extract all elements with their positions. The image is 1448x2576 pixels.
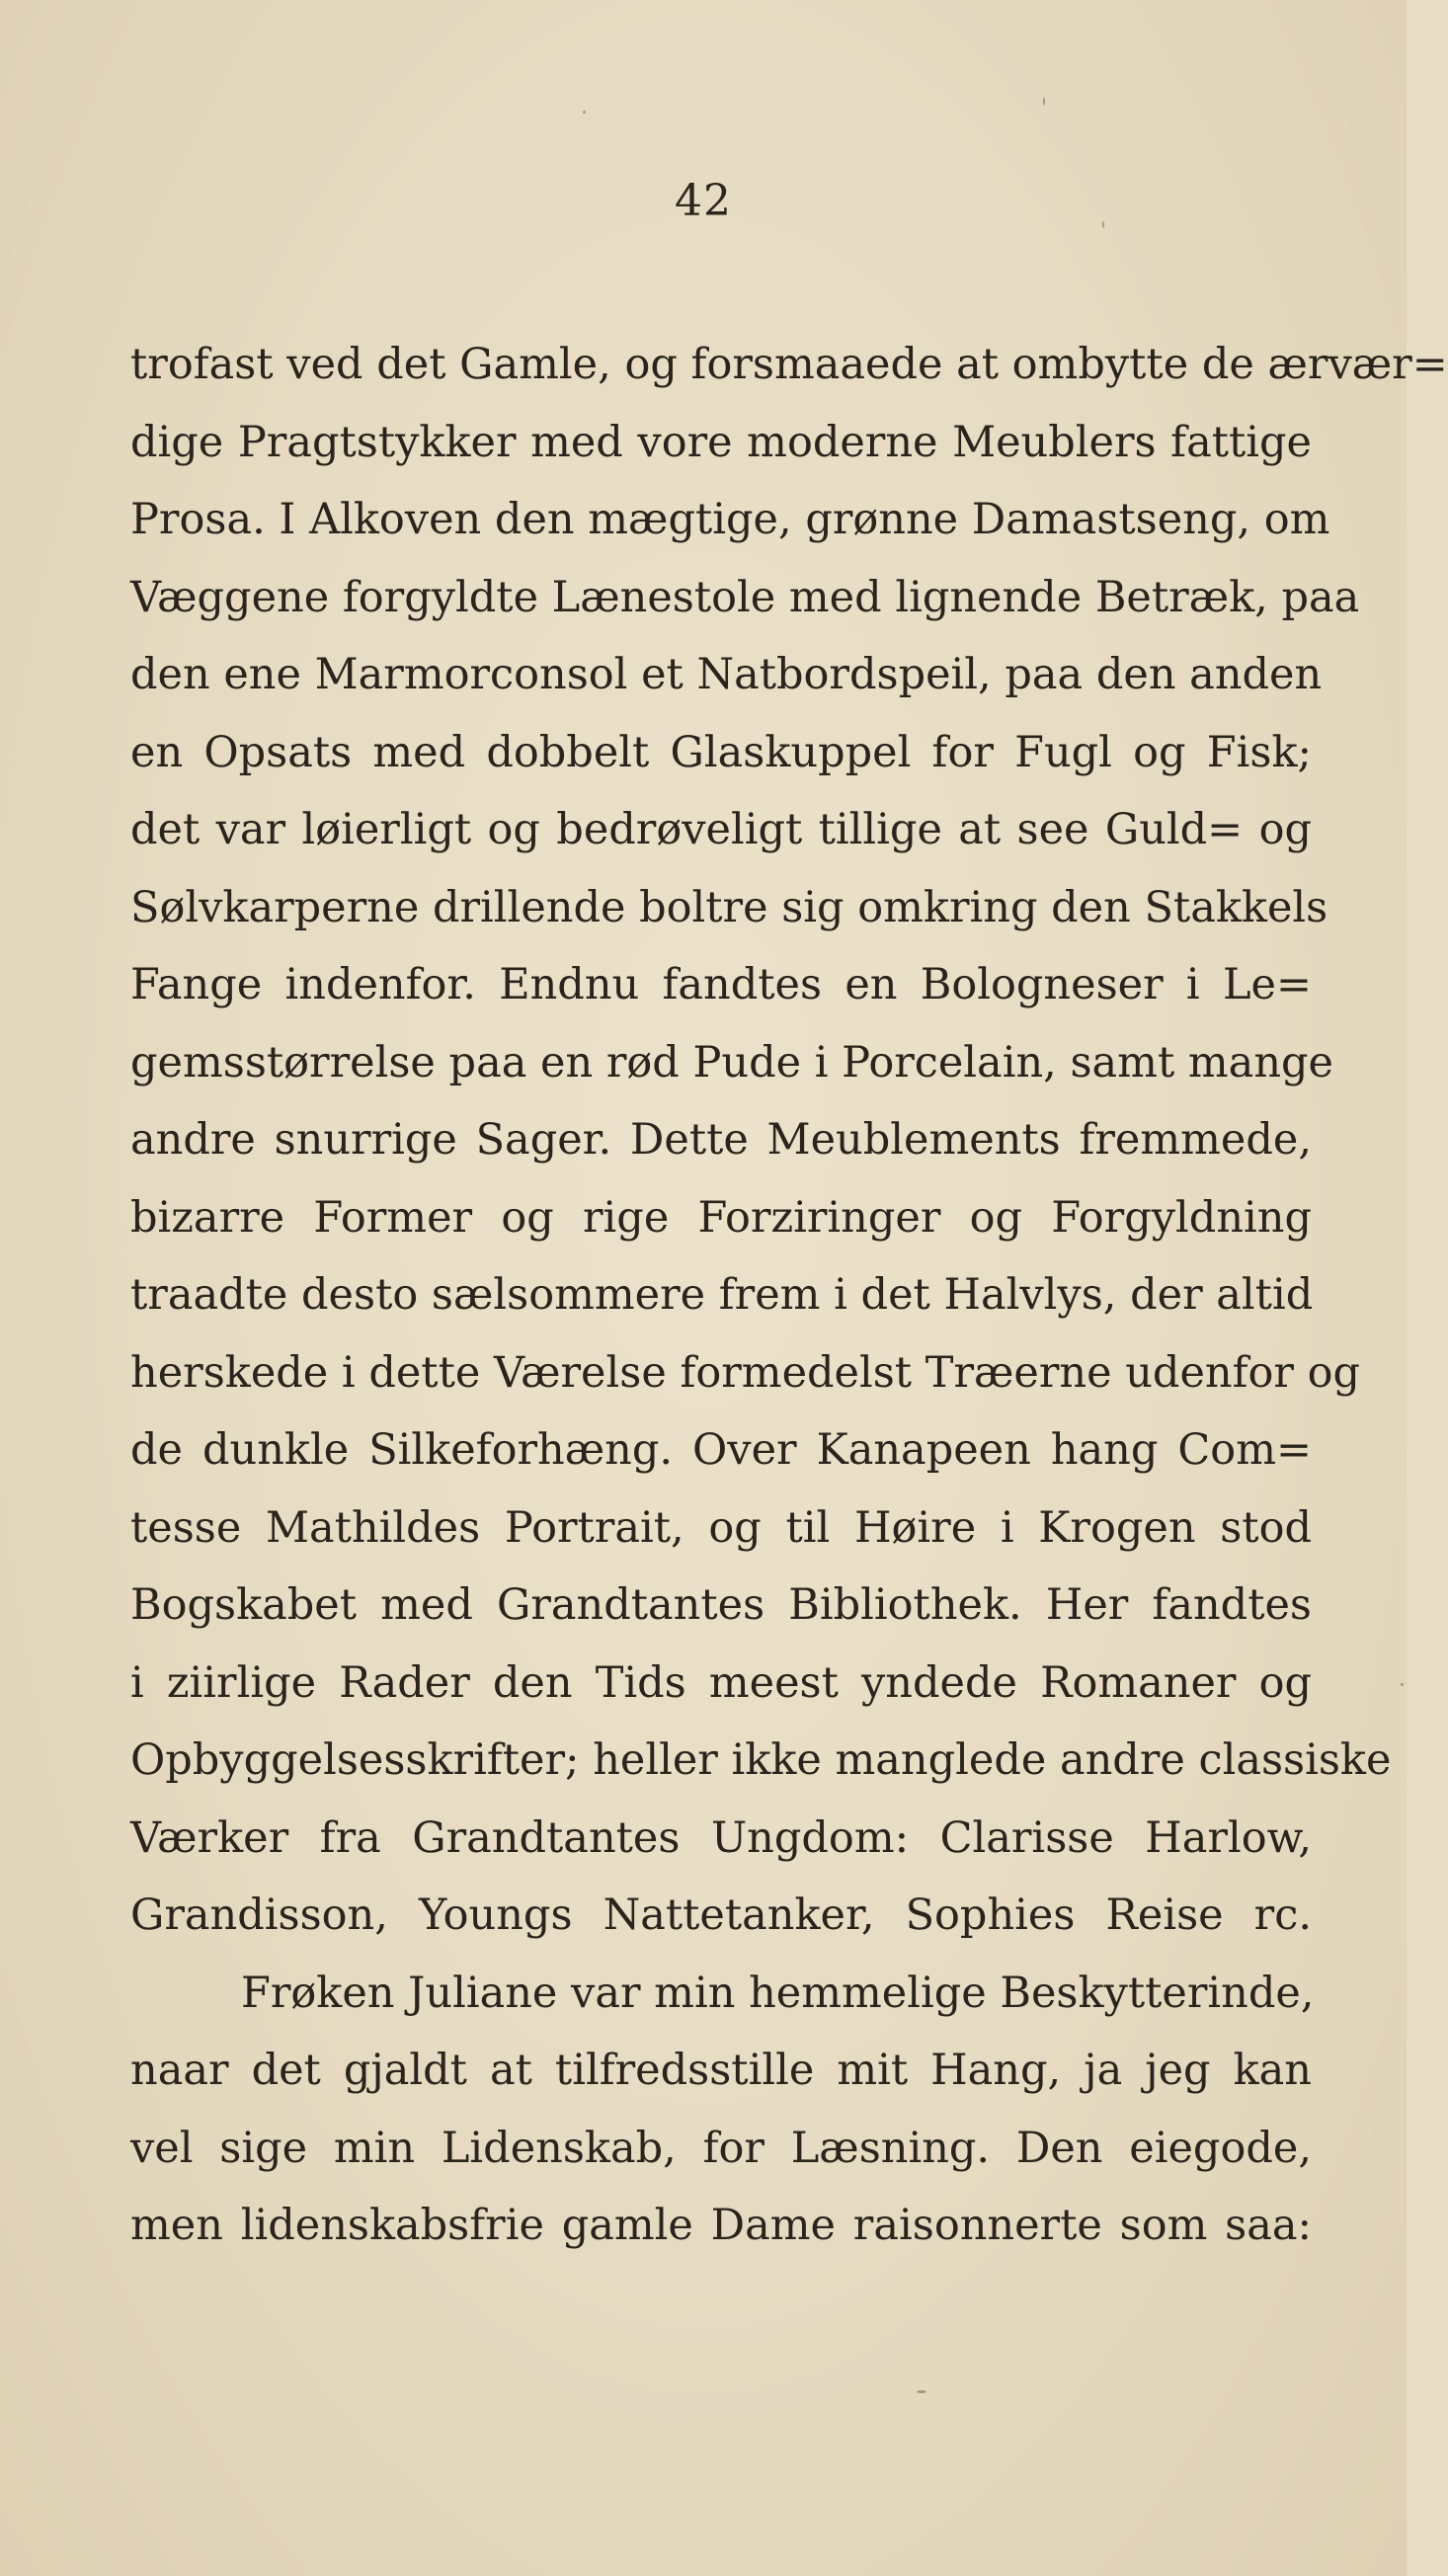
- paper-speck: [1043, 97, 1045, 106]
- page-number: 42: [675, 176, 732, 226]
- text-line: trofast ved det Gamle, og forsmaaede at ombytte de ærvær=: [130, 340, 1448, 389]
- text-line: Fange indenfor. Endnu fandtes en Bologneser i Le=: [130, 960, 1312, 1009]
- text-line: vel sige min Lidenskab, for Læsning. Den eiegode,: [130, 2123, 1312, 2173]
- paper-speck: [1102, 221, 1104, 228]
- text-line: Væggene forgyldte Lænestole med lignende Betræk, paa: [130, 572, 1360, 622]
- text-line: Værker fra Grandtantes Ungdom: Clarisse Harlow,: [130, 1812, 1312, 1863]
- text-line: de dunkle Silkeforhæng. Over Kanapeen hang Com=: [130, 1425, 1312, 1475]
- text-line: Sølvkarperne drillende boltre sig omkring den Stakkels: [130, 882, 1328, 932]
- text-line: Frøken Juliane var min hemmelige Beskytterinde,: [241, 1968, 1315, 2018]
- text-line: herskede i dette Værelse formedelst Træerne udenfor og: [130, 1347, 1361, 1398]
- text-line: det var løierligt og bedrøveligt tillige at see Guld= og: [130, 805, 1312, 854]
- text-line: Prosa. I Alkoven den mægtige, grønne Damastseng, om: [130, 495, 1330, 544]
- text-line: naar det gjaldt at tilfredsstille mit Hang, ja jeg kan: [130, 2046, 1312, 2095]
- text-line: Grandisson, Youngs Nattetanker, Sophies Reise rc.: [130, 1891, 1312, 1940]
- text-line: gemsstørrelse paa en rød Pude i Porcelain, samt mange: [130, 1037, 1333, 1087]
- body-text: [130, 326, 1448, 2265]
- text-line: men lidenskabsfrie gamle Dame raisonnerte som saa:: [130, 2201, 1312, 2250]
- text-line: tesse Mathildes Portrait, og til Høire i Krogen stod: [130, 1502, 1312, 1553]
- text-line: Bogskabet med Grandtantes Bibliothek. Her fandtes: [130, 1580, 1312, 1630]
- paper-speck: [1401, 1683, 1404, 1686]
- paper-speck: [583, 111, 586, 114]
- text-line: traadte desto sælsommere frem i det Halvlys, der altid: [130, 1270, 1314, 1320]
- text-line: en Opsats med dobbelt Glaskuppel for Fugl og Fisk;: [130, 727, 1312, 777]
- text-line: bizarre Former og rige Forziringer og Forgyldning: [130, 1192, 1312, 1243]
- paper-speck: [917, 2390, 926, 2393]
- text-line: i ziirlige Rader den Tids meest yndede Romaner og: [130, 1657, 1312, 1708]
- text-line: dige Pragtstykker med vore moderne Meublers fattige: [130, 417, 1312, 467]
- text-line: Opbyggelsesskrifter; heller ikke manglede andre classiske: [130, 1735, 1392, 1785]
- text-line: den ene Marmorconsol et Natbordspeil, paa den anden: [130, 650, 1323, 699]
- text-line: andre snurrige Sager. Dette Meublements fremmede,: [130, 1115, 1312, 1165]
